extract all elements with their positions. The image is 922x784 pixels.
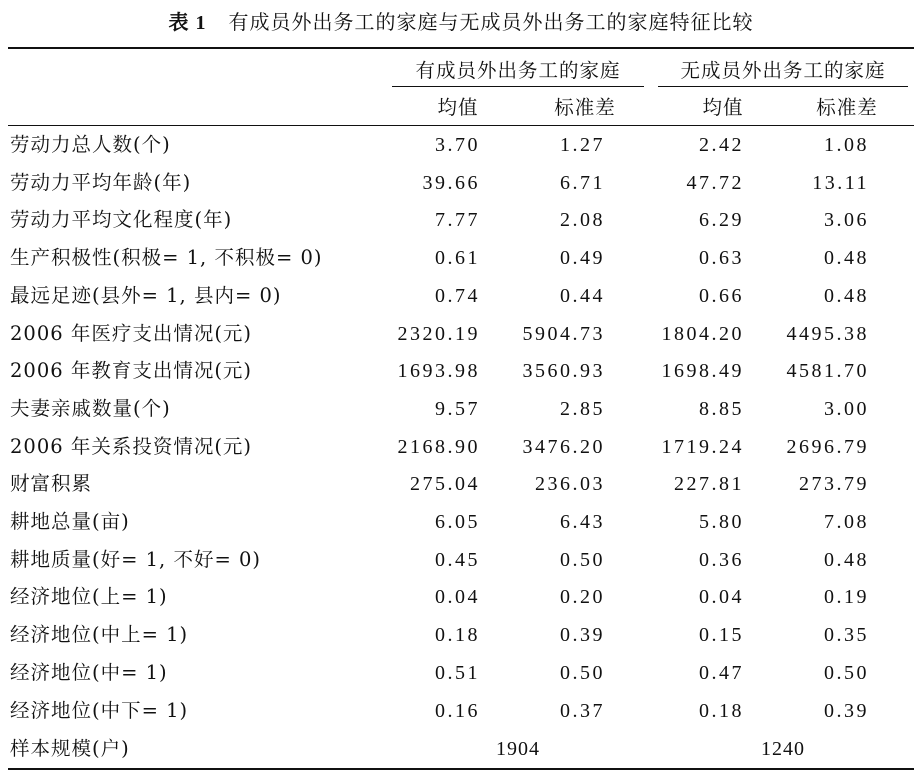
row-label: 劳动力平均年龄(年) [10,171,192,194]
group-a-mean-cell: 6.05 [435,511,480,533]
group-a-sd-cell: 3476.20 [522,436,605,458]
row-label: 耕地总量(亩) [10,510,130,533]
group-a-mean-cell: 0.16 [435,700,480,722]
group-a-sd-cell: 0.50 [560,662,605,684]
row-label: 经济地位(中上= 1) [10,623,189,646]
group-a-mean-cell: 39.66 [422,172,480,194]
group-a-mean-cell: 2320.19 [397,323,480,345]
group-b-sd-cell: 0.48 [824,285,869,307]
group-b-mean-cell: 0.36 [699,549,744,571]
bottom-rule [8,768,914,770]
group-b-mean-cell: 1698.49 [661,360,744,382]
group-b-mean-cell: 0.66 [699,285,744,307]
group-b-sd-cell: 273.79 [799,473,869,495]
row-label: 劳动力总人数(个) [10,133,171,156]
group-a-mean-cell: 275.04 [410,473,480,495]
group-b-sd-cell: 0.39 [824,700,869,722]
group-a-sd-cell: 6.43 [560,511,605,533]
group-a-mean-cell: 3.70 [435,134,480,156]
group-a-sd-cell: 0.39 [560,624,605,646]
group-b-sd-cell: 0.35 [824,624,869,646]
group-b-sd-cell: 4581.70 [786,360,869,382]
group-b-mean-cell: 0.18 [699,700,744,722]
row-label: 2006 年教育支出情况(元) [10,359,253,382]
group-b-mean-cell: 47.72 [686,172,744,194]
sample-size-group-b: 1240 [761,738,805,760]
group-b-mean-cell: 2.42 [699,134,744,156]
group-b-mean-cell: 227.81 [674,473,744,495]
group-a-sd-cell: 0.37 [560,700,605,722]
sample-size-group-a: 1904 [496,738,540,760]
group-a-sd-cell: 0.44 [560,285,605,307]
row-label: 耕地质量(好= 1, 不好= 0) [10,548,262,571]
group-b-sd-cell: 0.48 [824,549,869,571]
group-a-sd-header: 标准差 [554,96,616,119]
group-b-sd-cell: 0.50 [824,662,869,684]
group-a-sd-cell: 236.03 [535,473,605,495]
group-a-sd-cell: 0.50 [560,549,605,571]
group-a-mean-cell: 0.51 [435,662,480,684]
group-b-mean-cell: 5.80 [699,511,744,533]
group-a-mean-cell: 0.61 [435,247,480,269]
group-b-sd-cell: 4495.38 [786,323,869,345]
group-b-sd-cell: 0.19 [824,586,869,608]
group-b-mean-cell: 0.47 [699,662,744,684]
row-label: 经济地位(中下= 1) [10,699,189,722]
sample-size-label: 样本规模(户) [10,737,130,760]
group-a-mean-cell: 7.77 [435,209,480,231]
group-b-sd-cell: 0.48 [824,247,869,269]
group-b-sd-header: 标准差 [816,96,878,119]
group-a-sd-cell: 0.49 [560,247,605,269]
group-b-mean-cell: 0.63 [699,247,744,269]
row-label: 最远足迹(县外= 1, 县内= 0) [10,284,282,307]
group-a-sd-cell: 5904.73 [522,323,605,345]
row-label: 生产积极性(积极= 1, 不积极= 0) [10,246,323,269]
group-b-mean-cell: 1719.24 [661,436,744,458]
group-b-sd-cell: 1.08 [824,134,869,156]
group-a-mean-cell: 0.18 [435,624,480,646]
group-a-sd-cell: 1.27 [560,134,605,156]
row-label: 财富积累 [10,472,93,495]
group-b-sd-cell: 3.00 [824,398,869,420]
group-b-mean-cell: 8.85 [699,398,744,420]
group-a-mean-cell: 2168.90 [397,436,480,458]
group-b-header: 无成员外出务工的家庭 [680,59,886,82]
group-a-sd-cell: 3560.93 [522,360,605,382]
header-rule [8,125,914,126]
group-b-mean-cell: 6.29 [699,209,744,231]
table-title: 有成员外出务工的家庭与无成员外出务工的家庭特征比较 [228,10,754,34]
group-b-sd-cell: 7.08 [824,511,869,533]
group-b-sd-cell: 13.11 [812,172,869,194]
group-a-mean-header: 均值 [437,96,479,119]
group-b-sd-cell: 2696.79 [786,436,869,458]
group-a-mean-cell: 9.57 [435,398,480,420]
group-b-mean-header: 均值 [702,96,744,119]
table-number: 表 1 [168,12,207,34]
group-a-mean-cell: 1693.98 [397,360,480,382]
group-b-sd-cell: 3.06 [824,209,869,231]
group-a-underline [392,86,644,87]
row-label: 2006 年医疗支出情况(元) [10,322,253,345]
group-a-header: 有成员外出务工的家庭 [415,59,621,82]
table-caption [0,8,922,37]
group-b-mean-cell: 0.04 [699,586,744,608]
row-label: 夫妻亲戚数量(个) [10,397,171,420]
group-b-mean-cell: 1804.20 [661,323,744,345]
group-a-sd-cell: 2.08 [560,209,605,231]
row-label: 经济地位(上= 1) [10,585,168,608]
group-a-sd-cell: 2.85 [560,398,605,420]
group-a-mean-cell: 0.45 [435,549,480,571]
group-a-sd-cell: 0.20 [560,586,605,608]
top-rule [8,47,914,49]
group-b-underline [658,86,908,87]
row-label: 经济地位(中= 1) [10,661,168,684]
group-a-mean-cell: 0.04 [435,586,480,608]
row-label: 2006 年关系投资情况(元) [10,435,253,458]
group-a-sd-cell: 6.71 [560,172,605,194]
group-a-mean-cell: 0.74 [435,285,480,307]
row-label: 劳动力平均文化程度(年) [10,208,233,231]
group-b-mean-cell: 0.15 [699,624,744,646]
